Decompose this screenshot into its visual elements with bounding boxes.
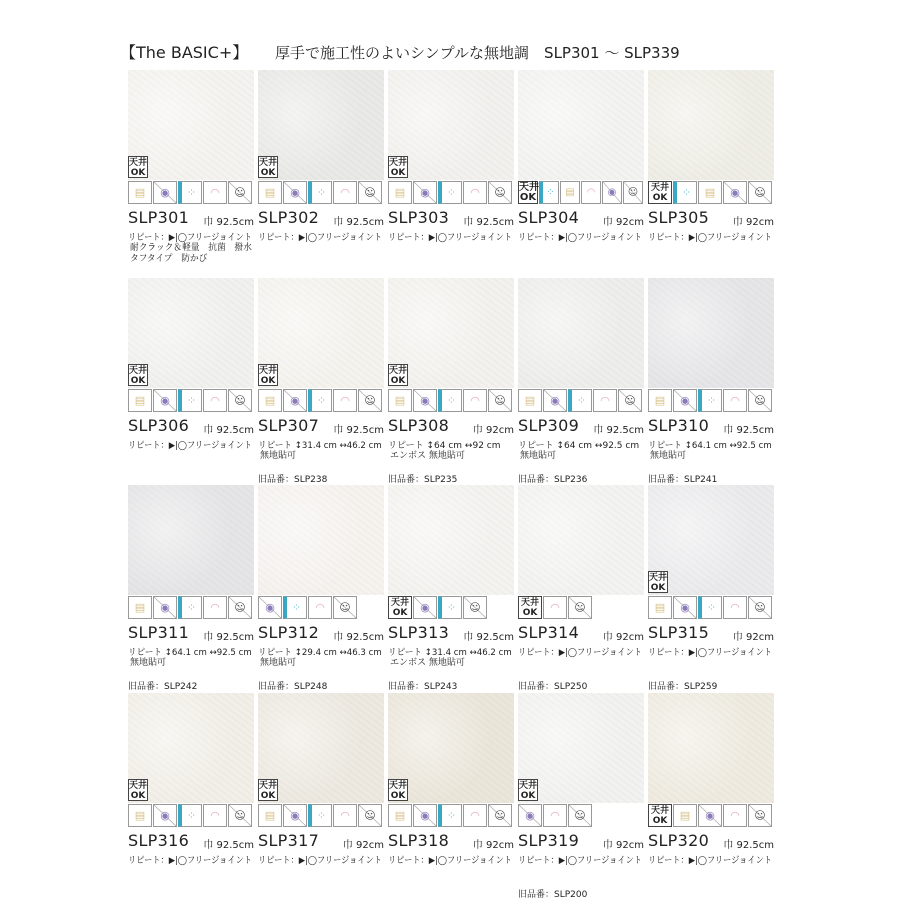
product-tile[interactable] bbox=[128, 70, 254, 275]
wallpaper-swatch bbox=[518, 70, 644, 180]
product-code: SLP305 bbox=[648, 208, 710, 227]
anti-icon: ◉ bbox=[283, 389, 307, 412]
product-code: SLP306 bbox=[128, 415, 190, 435]
old-product-code: 旧品番：SLP242 bbox=[128, 682, 198, 692]
product-width: 巾 92.5cm bbox=[463, 632, 514, 643]
ceiling-ok-icon: 天井 OK bbox=[648, 804, 672, 827]
product-code: SLP316 bbox=[128, 830, 190, 850]
product-tile[interactable] bbox=[648, 278, 774, 483]
old-product-code: 旧品番：SLP238 bbox=[258, 474, 328, 485]
anti-icon: ◉ bbox=[673, 389, 697, 412]
anti-icon: ◉ bbox=[153, 389, 177, 412]
anti-icon: ◉ bbox=[698, 804, 722, 827]
ceiling-ok-icon: 天井 OK bbox=[129, 780, 148, 801]
light-icon: ▤ bbox=[388, 804, 412, 827]
ceiling-ok-icon: 天井 OK bbox=[389, 780, 408, 801]
repeat-info: リピート：▶|◯フリージョイント bbox=[258, 855, 382, 866]
product-tile[interactable] bbox=[258, 70, 384, 275]
product-width: 巾 92cm bbox=[602, 839, 644, 851]
ceiling-ok-icon: 天井 OK bbox=[648, 181, 672, 204]
repeat-info: リピート：▶|◯フリージョイント bbox=[388, 233, 512, 243]
product-tile[interactable] bbox=[128, 278, 254, 483]
product-notes: 無地貼可 bbox=[130, 658, 167, 668]
product-tile[interactable] bbox=[258, 485, 384, 690]
feature-icons bbox=[518, 804, 644, 828]
water-icon: ⁘ bbox=[178, 804, 202, 827]
wallpaper-swatch bbox=[518, 278, 644, 388]
product-width: 巾 92cm bbox=[602, 632, 644, 643]
tough-icon: ◠ bbox=[333, 181, 357, 204]
product-width: 巾 92.5cm bbox=[333, 217, 384, 228]
product-code: SLP310 bbox=[648, 415, 710, 435]
wallpaper-swatch bbox=[388, 485, 514, 595]
anti-icon: ◉ bbox=[258, 596, 282, 619]
water-icon: ⁘ bbox=[438, 804, 462, 827]
anti-icon: ◉ bbox=[413, 596, 437, 619]
tough-icon: ◠ bbox=[723, 389, 747, 412]
ceiling-ok-icon: 天井 OK bbox=[388, 596, 412, 619]
water-icon: ⁘ bbox=[178, 596, 202, 619]
ceiling-ok-icon: 天井 OK bbox=[259, 780, 278, 801]
product-width: 巾 92.5cm bbox=[203, 217, 254, 228]
wallpaper-swatch bbox=[518, 485, 644, 595]
product-notes: 無地貼可 bbox=[520, 450, 557, 461]
light-icon: ▤ bbox=[258, 389, 282, 412]
old-product-code: 旧品番：SLP248 bbox=[258, 682, 328, 692]
mold-icon: ☺ bbox=[623, 181, 643, 204]
ceiling-ok-icon: 天井 OK bbox=[519, 780, 538, 801]
product-width: 巾 92.5cm bbox=[203, 632, 254, 643]
product-notes: 無地貼可 bbox=[650, 450, 687, 461]
product-code: SLP313 bbox=[388, 623, 450, 642]
old-product-code: 旧品番：SLP200 bbox=[518, 889, 588, 900]
light-icon: ▤ bbox=[258, 181, 282, 204]
wallpaper-swatch bbox=[648, 70, 774, 180]
water-icon: ⁘ bbox=[673, 181, 697, 204]
product-code: SLP315 bbox=[648, 623, 710, 642]
anti-icon: ◉ bbox=[413, 181, 437, 204]
anti-icon: ◉ bbox=[723, 181, 747, 204]
light-icon: ▤ bbox=[258, 804, 282, 827]
feature-icons bbox=[518, 181, 644, 205]
mold-icon: ☺ bbox=[358, 804, 382, 827]
product-tile[interactable] bbox=[258, 693, 384, 898]
light-icon: ▤ bbox=[128, 596, 152, 619]
page-header bbox=[120, 40, 680, 63]
feature-icons bbox=[648, 596, 774, 620]
product-code: SLP311 bbox=[128, 623, 190, 642]
repeat-info: リピート：▶|◯フリージョイント bbox=[518, 233, 642, 243]
product-width: 巾 92.5cm bbox=[463, 217, 514, 228]
mold-icon: ☺ bbox=[488, 181, 512, 204]
water-icon: ⁘ bbox=[438, 181, 462, 204]
feature-icons bbox=[258, 389, 384, 413]
old-product-code: 旧品番：SLP241 bbox=[648, 474, 718, 485]
wallpaper-swatch bbox=[258, 485, 384, 595]
product-code: SLP301 bbox=[128, 208, 190, 227]
light-icon: ▤ bbox=[648, 389, 672, 412]
water-icon: ⁘ bbox=[308, 389, 332, 412]
tough-icon: ◠ bbox=[203, 596, 227, 619]
water-icon: ⁘ bbox=[283, 596, 307, 619]
light-icon: ▤ bbox=[128, 389, 152, 412]
repeat-info: リピート：▶|◯フリージョイント bbox=[648, 233, 772, 243]
water-icon: ⁘ bbox=[308, 181, 332, 204]
repeat-info: リピート ↕31.4 cm ↔46.2 cm bbox=[258, 440, 382, 451]
light-icon: ▤ bbox=[648, 596, 672, 619]
ceiling-ok-icon: 天井 OK bbox=[259, 158, 278, 178]
product-width: 巾 92cm bbox=[732, 632, 774, 643]
ceiling-ok-icon: 天井 OK bbox=[518, 596, 542, 619]
water-icon: ⁘ bbox=[178, 181, 202, 204]
water-icon: ⁘ bbox=[698, 596, 722, 619]
mold-icon: ☺ bbox=[488, 389, 512, 412]
product-code: SLP308 bbox=[388, 415, 450, 435]
product-tile[interactable] bbox=[258, 278, 384, 483]
repeat-info: リピート：▶|◯フリージョイント bbox=[648, 648, 772, 658]
product-width: 巾 92cm bbox=[342, 839, 384, 851]
ceiling-ok-icon: 天井 OK bbox=[259, 365, 278, 386]
old-product-code: 旧品番：SLP250 bbox=[518, 682, 588, 692]
ceiling-ok-icon: 天井 OK bbox=[129, 158, 148, 178]
mold-icon: ☺ bbox=[748, 389, 772, 412]
product-tile[interactable] bbox=[648, 70, 774, 275]
product-width: 巾 92.5cm bbox=[723, 839, 774, 851]
product-code: SLP317 bbox=[258, 830, 320, 850]
product-tile[interactable] bbox=[388, 278, 514, 483]
product-tile[interactable] bbox=[388, 70, 514, 275]
tough-icon: ◠ bbox=[203, 181, 227, 204]
product-code: SLP303 bbox=[388, 208, 450, 227]
mold-icon: ☺ bbox=[228, 596, 252, 619]
mold-icon: ☺ bbox=[333, 596, 357, 619]
tough-icon: ◠ bbox=[463, 389, 487, 412]
feature-icons bbox=[128, 596, 254, 620]
product-tile[interactable] bbox=[648, 693, 774, 898]
series-subtitle: 厚手で施工性のよいシンプルな無地調 SLP301 〜 SLP339 bbox=[275, 44, 680, 62]
product-width: 巾 92.5cm bbox=[333, 424, 384, 436]
product-code: SLP312 bbox=[258, 623, 320, 642]
tough-icon: ◠ bbox=[593, 389, 617, 412]
repeat-info: リピート ↕64 cm ↔92 cm bbox=[388, 440, 501, 451]
product-tile[interactable] bbox=[128, 485, 254, 690]
mold-icon: ☺ bbox=[568, 804, 592, 827]
water-icon: ⁘ bbox=[438, 389, 462, 412]
repeat-info: リピート ↕64.1 cm ↔92.5 cm bbox=[648, 440, 772, 451]
product-tile[interactable] bbox=[388, 693, 514, 898]
anti-icon: ◉ bbox=[413, 804, 437, 827]
feature-icons bbox=[388, 804, 514, 828]
old-product-code: 旧品番：SLP243 bbox=[388, 682, 458, 692]
feature-icons bbox=[128, 389, 254, 413]
feature-icons bbox=[128, 181, 254, 205]
product-width: 巾 92.5cm bbox=[203, 839, 254, 851]
repeat-info: リピート：▶|◯フリージョイント bbox=[518, 648, 642, 658]
tough-icon: ◠ bbox=[203, 804, 227, 827]
anti-icon: ◉ bbox=[153, 181, 177, 204]
repeat-info: リピート：▶|◯フリージョイント bbox=[258, 233, 382, 243]
water-icon: ⁘ bbox=[568, 389, 592, 412]
water-icon: ⁘ bbox=[539, 181, 559, 204]
product-tile[interactable] bbox=[388, 485, 514, 690]
feature-icons bbox=[388, 596, 514, 620]
product-code: SLP309 bbox=[518, 415, 580, 435]
mold-icon: ☺ bbox=[618, 389, 642, 412]
product-notes: エンボス 無地貼可 bbox=[390, 450, 465, 461]
repeat-info: リピート ↕31.4 cm ↔46.2 cm bbox=[388, 648, 512, 658]
tough-icon: ◠ bbox=[543, 804, 567, 827]
feature-icons bbox=[128, 804, 254, 828]
feature-icons bbox=[518, 596, 644, 620]
light-icon: ▤ bbox=[698, 181, 722, 204]
wallpaper-swatch bbox=[648, 278, 774, 388]
light-icon: ▤ bbox=[128, 181, 152, 204]
repeat-info: リピート：▶|◯フリージョイント bbox=[518, 855, 642, 866]
wallpaper-swatch bbox=[648, 693, 774, 803]
product-code: SLP320 bbox=[648, 830, 710, 850]
product-notes: 耐クラック＆軽量 抗菌 撥水 タフタイプ 防かび bbox=[130, 243, 252, 264]
anti-icon: ◉ bbox=[153, 596, 177, 619]
product-width: 巾 92.5cm bbox=[723, 424, 774, 436]
product-notes: 無地貼可 bbox=[260, 658, 297, 668]
water-icon: ⁘ bbox=[438, 596, 462, 619]
water-icon: ⁘ bbox=[308, 804, 332, 827]
anti-icon: ◉ bbox=[543, 389, 567, 412]
water-icon: ⁘ bbox=[698, 389, 722, 412]
feature-icons bbox=[518, 389, 644, 413]
feature-icons bbox=[258, 804, 384, 828]
light-icon: ▤ bbox=[128, 804, 152, 827]
repeat-info: リピート ↕29.4 cm ↔46.3 cm bbox=[258, 648, 382, 658]
product-tile[interactable] bbox=[648, 485, 774, 690]
feature-icons bbox=[388, 181, 514, 205]
product-width: 巾 92cm bbox=[602, 217, 644, 228]
anti-icon: ◉ bbox=[413, 389, 437, 412]
anti-icon: ◉ bbox=[673, 596, 697, 619]
product-width: 巾 92.5cm bbox=[203, 424, 254, 436]
light-icon: ▤ bbox=[388, 389, 412, 412]
tough-icon: ◠ bbox=[723, 596, 747, 619]
mold-icon: ☺ bbox=[228, 181, 252, 204]
tough-icon: ◠ bbox=[333, 389, 357, 412]
product-code: SLP302 bbox=[258, 208, 320, 227]
mold-icon: ☺ bbox=[228, 804, 252, 827]
product-code: SLP307 bbox=[258, 415, 320, 435]
light-icon: ▤ bbox=[673, 804, 697, 827]
product-notes: 無地貼可 bbox=[260, 450, 297, 461]
feature-icons bbox=[388, 389, 514, 413]
repeat-info: リピート ↕64.1 cm ↔92.5 cm bbox=[128, 648, 252, 658]
product-width: 巾 92.5cm bbox=[333, 632, 384, 643]
repeat-info: リピート：▶|◯フリージョイント bbox=[388, 855, 512, 866]
repeat-info: リピート ↕64 cm ↔92.5 cm bbox=[518, 440, 640, 451]
anti-icon: ◉ bbox=[283, 804, 307, 827]
product-code: SLP314 bbox=[518, 623, 580, 642]
old-product-code: 旧品番：SLP259 bbox=[648, 682, 718, 692]
old-product-code: 旧品番：SLP236 bbox=[518, 474, 588, 485]
product-tile[interactable] bbox=[518, 70, 644, 275]
series-title: 【The BASIC+】 bbox=[120, 43, 249, 62]
product-tile[interactable] bbox=[518, 485, 644, 690]
mold-icon: ☺ bbox=[748, 804, 772, 827]
ceiling-ok-icon: 天井 OK bbox=[649, 573, 668, 593]
tough-icon: ◠ bbox=[463, 181, 487, 204]
product-notes: エンボス 無地貼可 bbox=[390, 658, 465, 668]
product-tile[interactable] bbox=[518, 278, 644, 483]
product-code: SLP304 bbox=[518, 208, 580, 227]
mold-icon: ☺ bbox=[748, 181, 772, 204]
anti-icon: ◉ bbox=[602, 181, 622, 204]
feature-icons bbox=[648, 389, 774, 413]
anti-icon: ◉ bbox=[283, 181, 307, 204]
product-tile[interactable] bbox=[128, 693, 254, 898]
repeat-info: リピート：▶|◯フリージョイント bbox=[128, 440, 252, 451]
tough-icon: ◠ bbox=[333, 804, 357, 827]
tough-icon: ◠ bbox=[463, 804, 487, 827]
product-width: 巾 92.5cm bbox=[593, 424, 644, 436]
tough-icon: ◠ bbox=[723, 804, 747, 827]
mold-icon: ☺ bbox=[748, 596, 772, 619]
ceiling-ok-icon: 天井 OK bbox=[389, 158, 408, 178]
light-icon: ▤ bbox=[518, 389, 542, 412]
mold-icon: ☺ bbox=[463, 596, 487, 619]
product-code: SLP319 bbox=[518, 830, 580, 850]
feature-icons bbox=[648, 181, 774, 205]
repeat-info: リピート：▶|◯フリージョイント bbox=[648, 855, 772, 866]
old-product-code: 旧品番：SLP235 bbox=[388, 474, 458, 485]
tough-icon: ◠ bbox=[308, 596, 332, 619]
anti-icon: ◉ bbox=[153, 804, 177, 827]
mold-icon: ☺ bbox=[358, 389, 382, 412]
light-icon: ▤ bbox=[388, 181, 412, 204]
feature-icons bbox=[648, 804, 774, 828]
mold-icon: ☺ bbox=[228, 389, 252, 412]
repeat-info: リピート：▶|◯フリージョイント bbox=[128, 233, 252, 243]
tough-icon: ◠ bbox=[581, 181, 601, 204]
tough-icon: ◠ bbox=[203, 389, 227, 412]
product-width: 巾 92cm bbox=[732, 217, 774, 228]
repeat-info: リピート：▶|◯フリージョイント bbox=[128, 855, 252, 866]
feature-icons bbox=[258, 596, 384, 620]
feature-icons bbox=[258, 181, 384, 205]
ceiling-ok-icon: 天井 OK bbox=[389, 365, 408, 386]
mold-icon: ☺ bbox=[568, 596, 592, 619]
ceiling-ok-icon: 天井 OK bbox=[129, 365, 148, 386]
ceiling-ok-icon: 天井 OK bbox=[519, 182, 539, 203]
product-code: SLP318 bbox=[388, 830, 450, 850]
tough-icon: ◠ bbox=[543, 596, 567, 619]
wallpaper-swatch bbox=[128, 485, 254, 595]
mold-icon: ☺ bbox=[358, 181, 382, 204]
product-tile[interactable] bbox=[518, 693, 644, 898]
light-icon: ▤ bbox=[560, 181, 580, 204]
anti-icon: ◉ bbox=[518, 804, 542, 827]
mold-icon: ☺ bbox=[488, 804, 512, 827]
product-width: 巾 92cm bbox=[472, 839, 514, 851]
water-icon: ⁘ bbox=[178, 389, 202, 412]
product-width: 巾 92cm bbox=[472, 424, 514, 436]
